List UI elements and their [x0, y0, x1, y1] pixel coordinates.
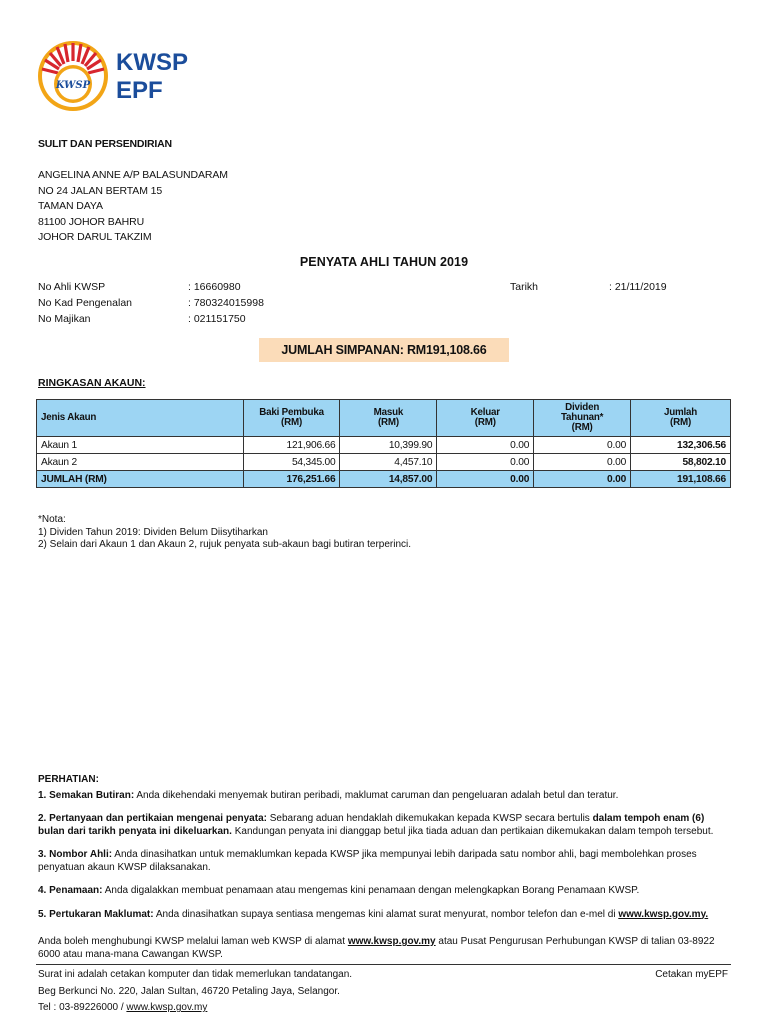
employer-label: No Majikan	[38, 313, 91, 325]
date-value: : 21/11/2019	[609, 281, 667, 293]
member-no-value: : 16660980	[188, 281, 241, 293]
notes-heading: *Nota:	[38, 514, 66, 525]
col-header-total: Jumlah (RM)	[631, 400, 731, 437]
member-info	[0, 279, 768, 329]
address-line: ANGELINA ANNE A/P BALASUNDARAM	[38, 169, 228, 181]
footer-tel: Tel : 03-89226000 / www.kwsp.gov.my	[38, 1002, 208, 1013]
cell-grand-total: 191,108.66	[631, 471, 731, 488]
cell-account-name: Akaun 1	[37, 437, 244, 454]
col-header-out: Keluar (RM)	[437, 400, 534, 437]
cell-in: 4,457.10	[340, 454, 437, 471]
cell-out: 0.00	[437, 437, 534, 454]
footer-website-link[interactable]: www.kwsp.gov.my	[126, 1002, 208, 1013]
table-header-row	[37, 400, 731, 437]
col-header-opening: Baki Pembuka (RM)	[243, 400, 340, 437]
cell-opening: 121,906.66	[243, 437, 340, 454]
svg-text:EPF: EPF	[116, 77, 163, 104]
table-row	[37, 437, 731, 454]
note-item: 2) Selain dari Akaun 1 dan Akaun 2, rujuk penyata sub-akaun bagi butiran terperinci.	[38, 539, 412, 550]
summary-heading: RINGKASAN AKAUN:	[38, 377, 146, 389]
confidential-label: SULIT DAN PERSENDIRIAN	[38, 138, 172, 150]
table-row	[37, 454, 731, 471]
member-no-label: No Ahli KWSP	[38, 281, 106, 293]
cell-dividend: 0.00	[534, 454, 631, 471]
col-header-dividend: Dividen Tahunan* (RM)	[534, 400, 631, 437]
kwsp-emblem-icon	[36, 38, 196, 118]
cell-in: 10,399.90	[340, 437, 437, 454]
col-header-type: Jenis Akaun	[37, 400, 244, 437]
notes	[38, 514, 411, 552]
footer	[38, 967, 352, 1017]
address-line: NO 24 JALAN BERTAM 15	[38, 184, 163, 197]
address-line: TAMAN DAYA	[38, 200, 103, 213]
statement-title: PENYATA AHLI TAHUN 2019	[299, 255, 469, 269]
kwsp-website-link[interactable]: www.kwsp.gov.my	[347, 936, 436, 947]
cell-total-dividend: 0.00	[534, 471, 631, 488]
cell-total-label: JUMLAH (RM)	[37, 471, 244, 488]
cell-account-name: Akaun 2	[37, 454, 244, 471]
attention-item: 2. Pertanyaan dan pertikaian mengenai penyata: Sebarang aduan hendaklah dikemukakan kepada KWSP secara bertulis dalam tempoh enam (6) bulan dari tarikh penyata ini dikeluarkan. Kandungan penyata ini dianggap betul jika tiada aduan dan pertikaian dikemukakan dalam tempoh tersebut.	[38, 813, 714, 837]
attention-heading: PERHATIAN:	[38, 774, 99, 785]
attention-item: 3. Nombor Ahli: Anda dinasihatkan untuk memaklumkan kepada KWSP jika mempunyai lebih daripada satu nombor ahli, bagi membolehkan proses penyatuan akaun KWSP dilaksanakan.	[38, 849, 697, 873]
col-header-in: Masuk (RM)	[340, 400, 437, 437]
cell-out: 0.00	[437, 454, 534, 471]
attention-item: 1. Semakan Butiran: Anda dikehendaki menyemak butiran peribadi, maklumat caruman dan pengeluaran adalah betul dan teratur.	[38, 789, 619, 801]
cell-dividend: 0.00	[534, 437, 631, 454]
account-summary-table	[36, 399, 731, 488]
cell-total-out: 0.00	[437, 471, 534, 488]
attention-section	[38, 774, 728, 932]
ic-label: No Kad Pengenalan	[38, 297, 132, 309]
cell-total-opening: 176,251.66	[243, 471, 340, 488]
date-label: Tarikh	[510, 281, 539, 293]
contact-info: Anda boleh menghubungi KWSP melalui laman web KWSP di alamat www.kwsp.gov.my atau Pusat Pengurusan Perhubungan KWSP di talian 03-8922 6000 atau mana-mana Cawangan KWSP.	[38, 936, 715, 960]
footer-divider	[36, 964, 731, 965]
attention-item: 5. Pertukaran Maklumat: Anda dinasihatkan supaya sentiasa mengemas kini alamat surat menyurat, nombor telefon dan e-mel di www.kwsp.gov.my.	[38, 908, 709, 920]
kwsp-epf-logo	[36, 38, 196, 118]
kwsp-website-link[interactable]: www.kwsp.gov.my.	[618, 908, 709, 920]
employer-value: : 021151750	[188, 313, 246, 325]
ic-value: : 780324015998	[188, 297, 264, 309]
attention-item: 4. Penamaan: Anda digalakkan membuat penamaan atau mengemas kini penamaan dengan melengkapkan Borang Penamaan KWSP.	[38, 885, 640, 896]
total-savings-banner: JUMLAH SIMPANAN: RM191,108.66	[259, 338, 509, 362]
footer-disclaimer: Surat ini adalah cetakan komputer dan tidak memerlukan tandatangan.	[38, 969, 353, 980]
cell-total: 58,802.10	[631, 454, 731, 471]
address-line: JOHOR DARUL TAKZIM	[38, 231, 152, 244]
address-line: 81100 JOHOR BAHRU	[38, 215, 145, 228]
footer-address: Beg Berkunci No. 220, Jalan Sultan, 46720 Petaling Jaya, Selangor.	[38, 985, 340, 997]
cell-opening: 54,345.00	[243, 454, 340, 471]
svg-text:KWSP: KWSP	[116, 49, 188, 76]
cell-total: 132,306.56	[631, 437, 731, 454]
svg-text:KWSP: KWSP	[55, 80, 91, 91]
footer-print-source: Cetakan myEPF	[655, 969, 728, 980]
table-total-row	[37, 471, 731, 488]
note-item: 1) Dividen Tahun 2019: Dividen Belum Diisytiharkan	[38, 526, 268, 538]
recipient-address	[38, 168, 228, 246]
cell-total-in: 14,857.00	[340, 471, 437, 488]
